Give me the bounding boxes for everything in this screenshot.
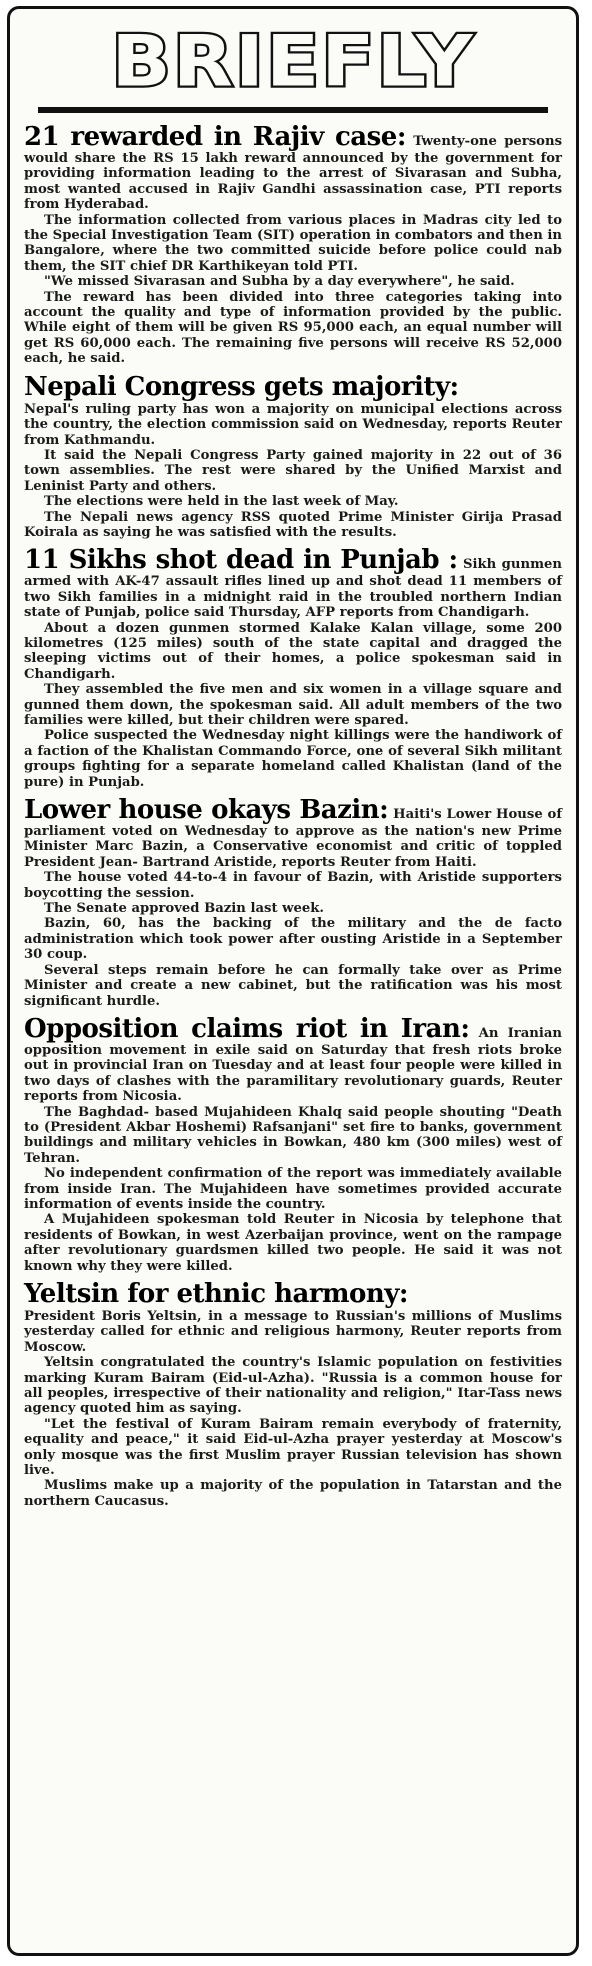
story-punjab-sikhs — [24, 546, 562, 790]
stories-column — [10, 123, 576, 1509]
story-paragraph: The information collected from various places in Madras city led to the Special Investigation Team (SIT) operation in combators and then in Bangalore, where the two committed suicide before police could nab them, the SIT chief DR Karthikeyan told PTI. — [24, 212, 562, 274]
story-paragraph: The Nepali news agency RSS quoted Prime Minister Girija Prasad Koirala as saying he was satisfied with the results. — [24, 509, 562, 540]
story-paragraph: About a dozen gunmen stormed Kalake Kalan village, some 200 kilometres (125 miles) south of the state capital and dragged the sleeping victims out of their homes, a police spokesman said in Chandigarh. — [24, 620, 562, 682]
story-paragraph: Several steps remain before he can formally take over as Prime Minister and create a new cabinet, but the ratification was his most significant hurdle. — [24, 962, 562, 1009]
article-frame — [7, 6, 579, 1956]
story-paragraph: Police suspected the Wednesday night killings were the handiwork of a faction of the Khalistan Commando Force, one of several Sikh militant groups fighting for a separate homeland called Khalistan (land of the pure) in Punjab. — [24, 728, 562, 790]
story-paragraph: "We missed Sivarasan and Subha by a day everywhere", he said. — [44, 274, 515, 290]
story-paragraph: No independent confirmation of the report was immediately available from inside Iran. The Mujahideen have sometimes provided accurate information of events inside the country. — [24, 1166, 562, 1212]
story-paragraph: The reward has been divided into three categories taking into account the quality and type of information provided by the public. While eight of them will be given RS 95,000 each, an equal number will get RS 60,000 each. The remaining five persons will receive RS 52,000 each, he said. — [24, 289, 562, 367]
story-lead-text: Haiti's Lower House of parliament voted on Wednesday to approve as the nation's new Prime Minister Marc Bazin, a Conservative economist and critic of toppled President Jean- Bartrand Aristide, reports Reuter from Haiti. — [24, 807, 562, 870]
story-headline: 21 rewarded in Rajiv case: — [24, 122, 406, 152]
story-lead-paragraph: Nepal's ruling party has won a majority on municipal elections across the country, the election commission said on Wednesday, reports Reuter from Kathmandu. — [24, 401, 562, 448]
story-paragraph: Yeltsin congratulated the country's Islamic population on festivities marking Kuram Bairam (Eid-ul-Azha). "Russia is a common house for all peoples, irrespective of their nationality and religion," Itar-Tass news agency quoted him as saying. — [24, 1355, 562, 1417]
story-lead-text: An Iranian opposition movement in exile said on Saturday that fresh riots broke out in provincial Iran on Tuesday and at least four people were killed in two days of clashes with the paramilitary revolutionary guards, Reuter reports from Nicosia. — [24, 1025, 562, 1105]
story-paragraph: The elections were held in the last week of May. — [44, 494, 399, 510]
story-iran-riot — [24, 1015, 562, 1274]
story-paragraph: A Mujahideen spokesman told Reuter in Nicosia by telephone that residents of Bowkan, in west Azerbaijan province, went on the rampage after revolutionary guardsmen killed two people. He said it was not known why they were killed. — [24, 1212, 562, 1274]
story-lead-paragraph — [24, 546, 562, 620]
story-nepali-congress — [24, 373, 562, 541]
story-yeltsin-harmony — [24, 1280, 562, 1509]
story-lead-text: Sikh gunmen armed with AK-47 assault rifles lined up and shot dead 11 members of two Sikh families in a midnight raid in the troubled northern Indian state of Punjab, police said Thursday, AFP reports from Chandigarh. — [24, 557, 563, 621]
story-headline: Yeltsin for ethnic harmony: — [24, 1279, 409, 1309]
story-lead-text: Twenty-one persons would share the RS 15 lakh reward announced by the government for providing information leading to the arrest of Sivarasan and Subha, most wanted accused in Rajiv Gandhi assassination case, PTI reports from Hyderabad. — [24, 134, 562, 213]
story-headline: Nepali Congress gets majority: — [24, 371, 459, 402]
story-headline: Lower house okays Bazin: — [24, 795, 389, 826]
story-headline: Opposition claims riot in Iran: — [24, 1013, 470, 1044]
story-haiti-bazin — [24, 796, 562, 1009]
story-rajiv-reward — [24, 123, 562, 367]
story-paragraph: They assembled the five men and six women in a village square and gunned them down, the spokesman said. All adult members of the two families were killed, but their children were spared. — [24, 682, 562, 728]
masthead — [24, 23, 562, 101]
story-paragraph: The house voted 44-to-4 in favour of Bazin, with Aristide supporters boycotting the session. — [24, 870, 562, 901]
story-lead-paragraph — [24, 1015, 562, 1105]
story-headline: 11 Sikhs shot dead in Punjab : — [24, 545, 458, 576]
story-paragraph: The Baghdad- based Mujahideen Khalq said people shouting "Death to (President Akbar Hoshemi) Rafsanjani" set fire to banks, government buildings and military vehicles in Bowkan, 480 km (300 miles) west of Tehran. — [24, 1104, 562, 1166]
masthead-rule — [38, 107, 548, 113]
story-paragraph: "Let the festival of Kuram Bairam remain everybody of fraternity, equality and peace," it said Eid-ul-Azha prayer yesterday at Moscow's only mosque was the first Muslim prayer Russian television has shown live. — [24, 1416, 562, 1479]
masthead-title: BRIEFLY — [111, 21, 475, 103]
story-paragraph: Muslims make up a majority of the population in Tatarstan and the northern Caucasus. — [24, 1478, 562, 1509]
story-paragraph: The Senate approved Bazin last week. — [44, 901, 324, 917]
story-lead-paragraph — [24, 123, 562, 213]
story-paragraph: It said the Nepali Congress Party gained majority in 22 out of 36 town assemblies. The rest were shared by the Unified Marxist and Leninist Party and others. — [24, 447, 562, 494]
story-lead-paragraph — [24, 796, 562, 870]
story-lead-paragraph: President Boris Yeltsin, in a message to Russian's millions of Muslims yesterday called for ethnic and religious harmony, Reuter reports from Moscow. — [24, 1309, 562, 1355]
story-paragraph: Bazin, 60, has the backing of the military and the de facto administration which took power after ousting Aristide in a September 30 coup. — [24, 916, 562, 963]
